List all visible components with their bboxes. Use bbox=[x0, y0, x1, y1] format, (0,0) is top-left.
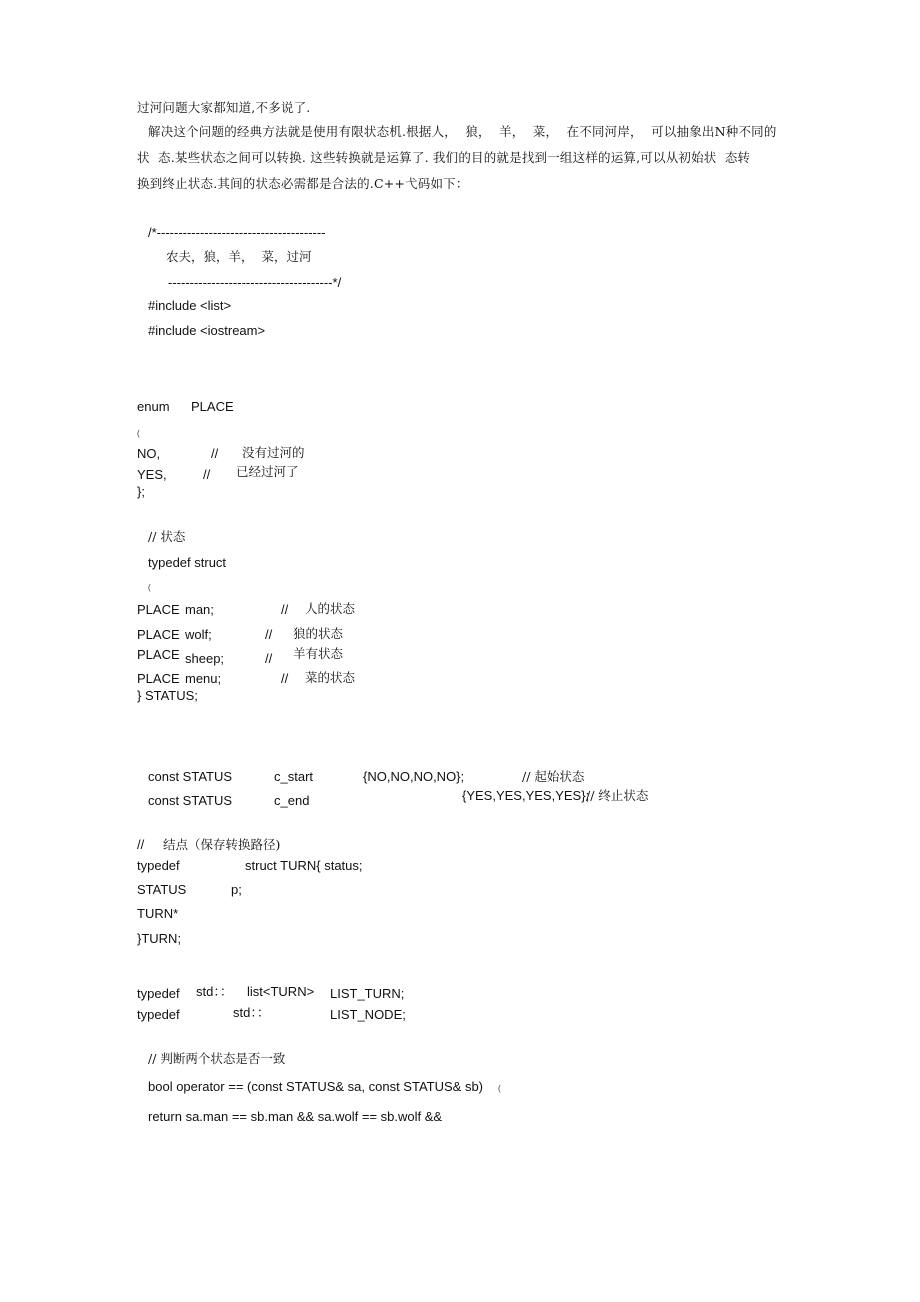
field-slash: // bbox=[265, 627, 273, 642]
field-name: man; bbox=[185, 602, 214, 617]
typedef-kw: typedef bbox=[137, 1007, 180, 1022]
const-end-name: c_end bbox=[274, 793, 310, 808]
turn-typedef: typedef bbox=[137, 858, 180, 873]
list-node-name: LIST_NODE; bbox=[330, 1007, 406, 1022]
field-name: menu; bbox=[185, 671, 222, 686]
list-turn-type: list<TURN> bbox=[247, 984, 315, 999]
turn-close: }TURN; bbox=[137, 931, 182, 946]
include-list: #include <list> bbox=[148, 298, 232, 313]
enum-open-brace: ( bbox=[137, 429, 140, 438]
field-comment: 人的状态 bbox=[305, 601, 356, 616]
header-comment-close: --------------------------------------*/ bbox=[168, 275, 342, 290]
enum-name: PLACE bbox=[191, 399, 234, 414]
enum-close: }; bbox=[137, 484, 145, 499]
field-comment: 菜的状态 bbox=[305, 670, 356, 685]
turn-comment: 结点（保存转换路径) bbox=[163, 837, 281, 852]
std-namespace: std：： bbox=[233, 1005, 270, 1020]
field-slash: // bbox=[265, 651, 273, 666]
include-iostream: #include <iostream> bbox=[148, 323, 266, 338]
field-type: PLACE bbox=[137, 627, 180, 642]
field-slash: // bbox=[281, 671, 289, 686]
field-type: PLACE bbox=[137, 647, 180, 662]
turn-p: p; bbox=[231, 882, 242, 897]
intro-line-4: 换到终止状态.其间的状态必需都是合法的.C++弋码如下： bbox=[137, 176, 469, 191]
enum-yes-slash: // bbox=[203, 467, 211, 482]
intro-line-3: 状 态.某些状态之间可以转换. 这些转换就是运算了. 我们的目的就是找到一组这样的运算,可以从初始状 态转 bbox=[137, 150, 751, 165]
intro-line-1: 过河问题大家都知道,不多说了. bbox=[137, 100, 311, 115]
field-type: PLACE bbox=[137, 602, 180, 617]
const-start-value: {NO,NO,NO,NO}; bbox=[363, 769, 465, 784]
turn-struct-line: struct TURN{ status; bbox=[245, 858, 363, 873]
operator-signature: bool operator == (const STATUS& sa, const STATUS& sb) bbox=[148, 1079, 483, 1094]
const-start-decl: const STATUS bbox=[148, 769, 233, 784]
field-name: sheep; bbox=[185, 651, 225, 666]
field-slash: // bbox=[281, 602, 289, 617]
operator-open-brace: ( bbox=[498, 1084, 501, 1093]
const-end-decl: const STATUS bbox=[148, 793, 233, 808]
intro-line-2: 解决这个问题的经典方法就是使用有限状态机.根据人， 狼， 羊， 菜， 在不同河岸， 可以抽象出N种不同的 bbox=[148, 124, 777, 139]
enum-yes: YES, bbox=[137, 467, 167, 482]
typedef-kw: typedef bbox=[137, 986, 180, 1001]
turn-ptr: TURN* bbox=[137, 906, 179, 921]
enum-no-slash: // bbox=[211, 446, 219, 461]
list-turn-name: LIST_TURN; bbox=[330, 986, 405, 1001]
const-end-comment: // 终止状态 bbox=[586, 788, 649, 803]
enum-yes-comment: 已经过河了 bbox=[236, 464, 299, 479]
const-start-name: c_start bbox=[274, 769, 314, 784]
operator-return-line: return sa.man == sb.man && sa.wolf == sb.wolf && bbox=[148, 1109, 443, 1124]
turn-status-kw: STATUS bbox=[137, 882, 187, 897]
const-end-value: {YES,YES,YES,YES}; bbox=[462, 788, 590, 803]
field-comment: 羊有状态 bbox=[293, 646, 344, 661]
field-name: wolf; bbox=[185, 627, 212, 642]
enum-no-comment: 没有过河的 bbox=[242, 445, 305, 460]
enum-no: NO, bbox=[137, 446, 161, 461]
field-type: PLACE bbox=[137, 671, 180, 686]
operator-comment: // 判断两个状态是否一致 bbox=[148, 1051, 286, 1066]
status-typedef: typedef struct bbox=[148, 555, 227, 570]
status-comment: // 状态 bbox=[148, 529, 186, 544]
header-comment-title: 农夫，狼，羊， 菜，过河 bbox=[166, 249, 312, 264]
const-start-comment: // 起始状态 bbox=[522, 769, 585, 784]
status-open-brace: ( bbox=[148, 583, 151, 592]
status-close: } STATUS; bbox=[137, 688, 198, 703]
field-comment: 狼的状态 bbox=[293, 626, 344, 641]
header-comment-open: /*--------------------------------------- bbox=[148, 225, 326, 240]
enum-keyword: enum bbox=[137, 399, 170, 414]
turn-comment-slash: // bbox=[137, 837, 145, 852]
std-namespace: std：： bbox=[196, 984, 233, 999]
